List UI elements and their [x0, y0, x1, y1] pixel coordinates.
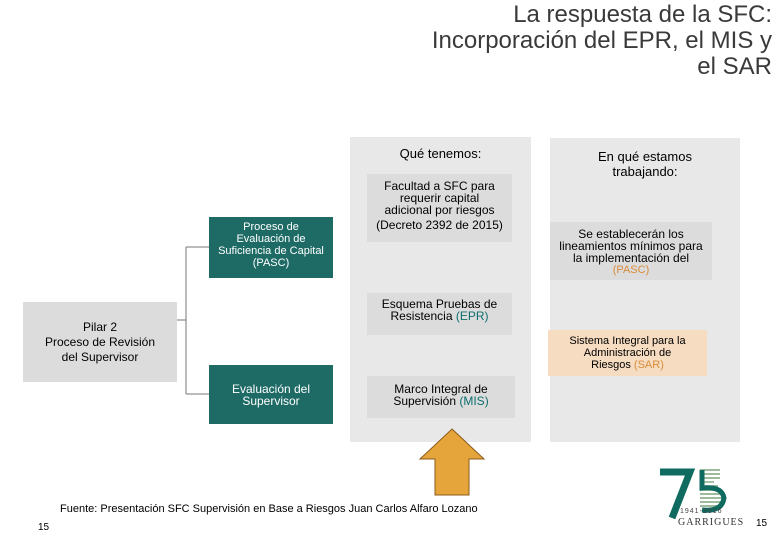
title-line-3: el SAR — [697, 53, 772, 80]
facultad-box: Facultad a SFC para requerir capital adicional por riesgos (Decreto 2392 de 2015) — [367, 174, 512, 242]
pilar-line-2: Proceso de Revisión — [44, 335, 156, 349]
mis-box: Marco Integral de Supervisión (MIS) — [367, 376, 515, 418]
panel-header-current: Qué tenemos: — [399, 146, 482, 161]
mis-acronym: (MIS) — [459, 394, 489, 408]
sar-box: Sistema Integral para la Administración de Riesgos (SAR) — [548, 330, 707, 376]
epr-box: Esquema Pruebas de Resistencia (EPR) — [367, 293, 512, 335]
lineamientos-box: Se establecerán los lineamientos mínimos para la implementación del (PASC) — [550, 222, 712, 280]
title-line-1: La respuesta de la SFC: — [513, 1, 772, 28]
page-number-right: 15 — [756, 518, 768, 529]
page-number-left: 15 — [38, 522, 50, 533]
decreto-text: (Decreto 2392 de 2015) — [376, 218, 503, 232]
pilar-line-1: Pilar 2 — [82, 320, 117, 334]
pilar-line-3: del Supervisor — [61, 350, 139, 364]
title-line-2: Incorporación del EPR, el MIS y — [431, 27, 772, 54]
pilar-2-box — [23, 302, 177, 382]
epr-acronym: (EPR) — [455, 309, 489, 323]
source-footnote: Fuente: Presentación SFC Supervisión en Base a Riesgos Juan Carlos Alfaro Lozano — [60, 503, 478, 515]
logo-years: 1941-2016 — [680, 508, 723, 515]
supervisor-box: Evaluación del Supervisor — [209, 365, 333, 424]
lineamientos-acronym: (PASC) — [612, 264, 650, 276]
sar-acronym: (SAR) — [633, 359, 664, 371]
up-arrow-icon — [417, 427, 487, 497]
pasc-box: Proceso de Evaluación de Suficiencia de Capital (PASC) — [209, 217, 333, 278]
panel-header-working: En qué estamos trabajando: — [598, 149, 692, 179]
logo-brand: GARRIGUES — [678, 517, 745, 528]
garrigues-75-logo — [656, 466, 756, 530]
